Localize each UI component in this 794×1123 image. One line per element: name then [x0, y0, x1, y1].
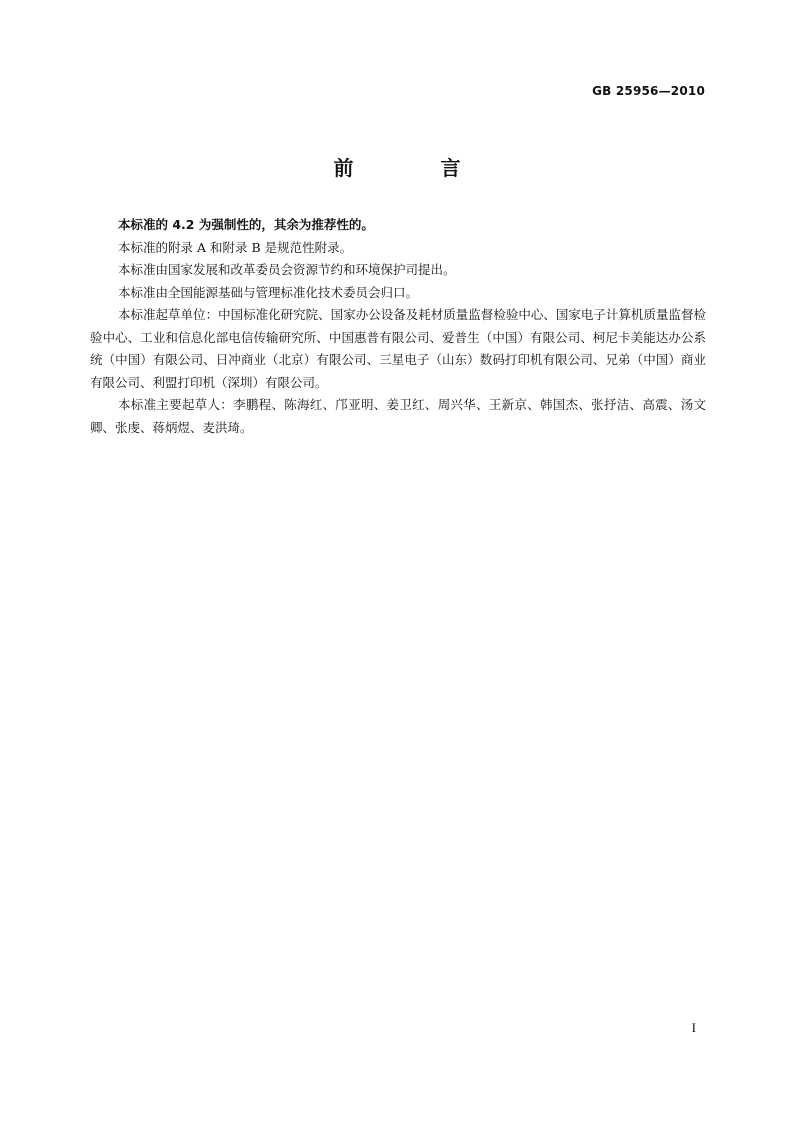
- paragraph-annexes: 本标准的附录 A 和附录 B 是规范性附录。: [118, 239, 353, 255]
- paragraph-proposer: 本标准由国家发展和改革委员会资源节约和环境保护司提出。: [118, 262, 456, 277]
- paragraph-drafting-organizations: 本标准起草单位：中国标准化研究院、国家办公设备及耗材质量监督检验中心、国家电子计算机质量监督检验中心、工业和信息化部电信传输研究所、中国惠普有限公司、爱普生（中国）有限公司、柯尼卡美能达办公系统（中国）有限公司、日冲商业（北京）有限公司、三星电子（山东）数码打印机有限公司、兄弟（中国）商业有限公司、利盟打印机（深圳）有限公司。: [90, 307, 706, 390]
- paragraph-drafters: 本标准主要起草人：李鹏程、陈海红、邝亚明、姜卫红、周兴华、王新京、韩国杰、张抒洁、高震、汤文卿、张虔、蒋炳煜、麦洪琦。: [90, 397, 706, 435]
- page-title: 前 言: [333, 156, 501, 180]
- foreword-body: [90, 214, 706, 439]
- paragraph-mandatory-clause: 本标准的 4.2 为强制性的，其余为推荐性的。: [118, 217, 374, 232]
- paragraph-administrator: 本标准由全国能源基础与管理标准化技术委员会归口。: [118, 284, 419, 300]
- page-number: I: [691, 1020, 696, 1035]
- standard-code: GB 25956—2010: [592, 84, 705, 98]
